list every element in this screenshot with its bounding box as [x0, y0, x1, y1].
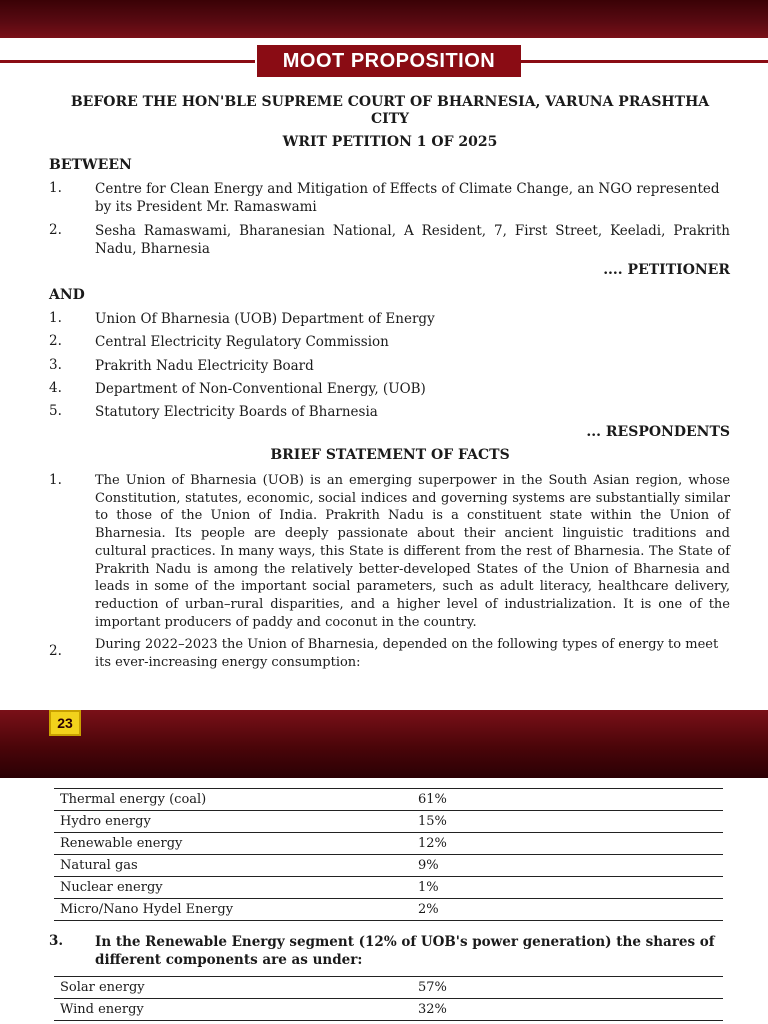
petitioner-item: Centre for Clean Energy and Mitigation of Effects of Climate Change, an NGO represented by its President Mr. Ramaswami [95, 181, 720, 215]
respondent-number: 2. [49, 333, 62, 349]
table-row [54, 999, 723, 1021]
energy-share-cell: 1% [418, 877, 723, 899]
respondent-number: 1. [49, 310, 62, 326]
banner-rule-right [520, 60, 768, 63]
respondent-item: Prakrith Nadu Electricity Board [95, 358, 314, 374]
fact-paragraph: During 2022–2023 the Union of Bharnesia, depended on the following types of energy to meet its ever-increasing energy consumption: [95, 637, 719, 670]
energy-type-cell: Solar energy [54, 977, 418, 999]
moot-proposition-banner: MOOT PROPOSITION [257, 45, 521, 77]
energy-share-cell: 15% [418, 811, 723, 833]
fact-number: 2. [49, 643, 62, 659]
energy-share-cell: 61% [418, 789, 723, 811]
respondent-number: 4. [49, 380, 62, 396]
facts-title: BRIEF STATEMENT OF FACTS [270, 447, 510, 463]
energy-type-cell: Renewable energy [54, 833, 418, 855]
respondent-item: Department of Non-Conventional Energy, (UOB) [95, 381, 426, 397]
document-page [0, 38, 768, 710]
banner-rule-left [0, 60, 255, 63]
energy-type-cell: Micro/Nano Hydel Energy [54, 899, 418, 921]
table-row [54, 877, 723, 899]
fact-paragraph: The Union of Bharnesia (UOB) is an emerging superpower in the South Asian region, whose Constitution, statutes, economic, social indices and governing systems are substantially similar to those of the Union of India. Prakrith Nadu is a constituent state within the Union of Bharnesia. Its people are deeply passionate about their ancient linguistic traditions and cultural practices. In many ways, this State is different from the rest of Bharnesia. The State of Prakrith Nadu is among the relatively better-developed States of the Union of Bharnesia and leads in some of the important social parameters, such as adult literacy, healthcare delivery, reduction of urban–rural disparities, and a higher level of industrialization. It is one of the important producers of paddy and coconut in the country. [95, 473, 730, 630]
table-row [54, 811, 723, 833]
energy-type-cell: Thermal energy (coal) [54, 789, 418, 811]
renewable-sources-table [54, 976, 723, 1021]
respondent-number: 3. [49, 357, 62, 373]
respondent-item: Central Electricity Regulatory Commission [95, 334, 389, 350]
petitioner-item: Sesha Ramaswami, Bharanesian National, A Resident, 7, First Street, Keeladi, Prakrith Nadu, Bharnesia [95, 223, 730, 257]
energy-type-cell: Nuclear energy [54, 877, 418, 899]
energy-type-cell: Natural gas [54, 855, 418, 877]
respondent-number: 5. [49, 403, 62, 419]
energy-share-cell: 32% [418, 999, 723, 1021]
petitioner-label: .... PETITIONER [603, 262, 730, 278]
table-row [54, 855, 723, 877]
court-heading-line1: BEFORE THE HON'BLE SUPREME COURT OF BHARNESIA, VARUNA PRASHTHA [70, 94, 710, 110]
court-heading-line2: CITY [370, 111, 410, 127]
table-row [54, 833, 723, 855]
document-page-continued [0, 778, 768, 1024]
respondent-item: Statutory Electricity Boards of Bharnesia [95, 404, 378, 420]
petitioner-number: 1. [49, 180, 62, 196]
petition-title: WRIT PETITION 1 OF 2025 [282, 134, 498, 150]
energy-share-cell: 2% [418, 899, 723, 921]
energy-share-cell: 57% [418, 977, 723, 999]
respondents-label: ... RESPONDENTS [586, 424, 730, 440]
fact-paragraph: In the Renewable Energy segment (12% of UOB's power generation) the shares of different components are as under: [95, 934, 715, 968]
petitioner-number: 2. [49, 222, 62, 238]
page-number-badge: 23 [49, 710, 81, 736]
energy-share-cell: 12% [418, 833, 723, 855]
fact-number: 1. [49, 472, 62, 488]
page-footer-band [0, 710, 768, 778]
table-row [54, 789, 723, 811]
between-label: BETWEEN [49, 157, 132, 173]
table-row [54, 899, 723, 921]
energy-type-cell: Wind energy [54, 999, 418, 1021]
energy-sources-table [54, 788, 723, 921]
energy-share-cell: 9% [418, 855, 723, 877]
table-row [54, 977, 723, 999]
and-label: AND [49, 287, 85, 303]
energy-type-cell: Hydro energy [54, 811, 418, 833]
fact-number: 3. [49, 933, 64, 949]
respondent-item: Union Of Bharnesia (UOB) Department of Energy [95, 311, 435, 327]
top-header-band [0, 0, 768, 38]
